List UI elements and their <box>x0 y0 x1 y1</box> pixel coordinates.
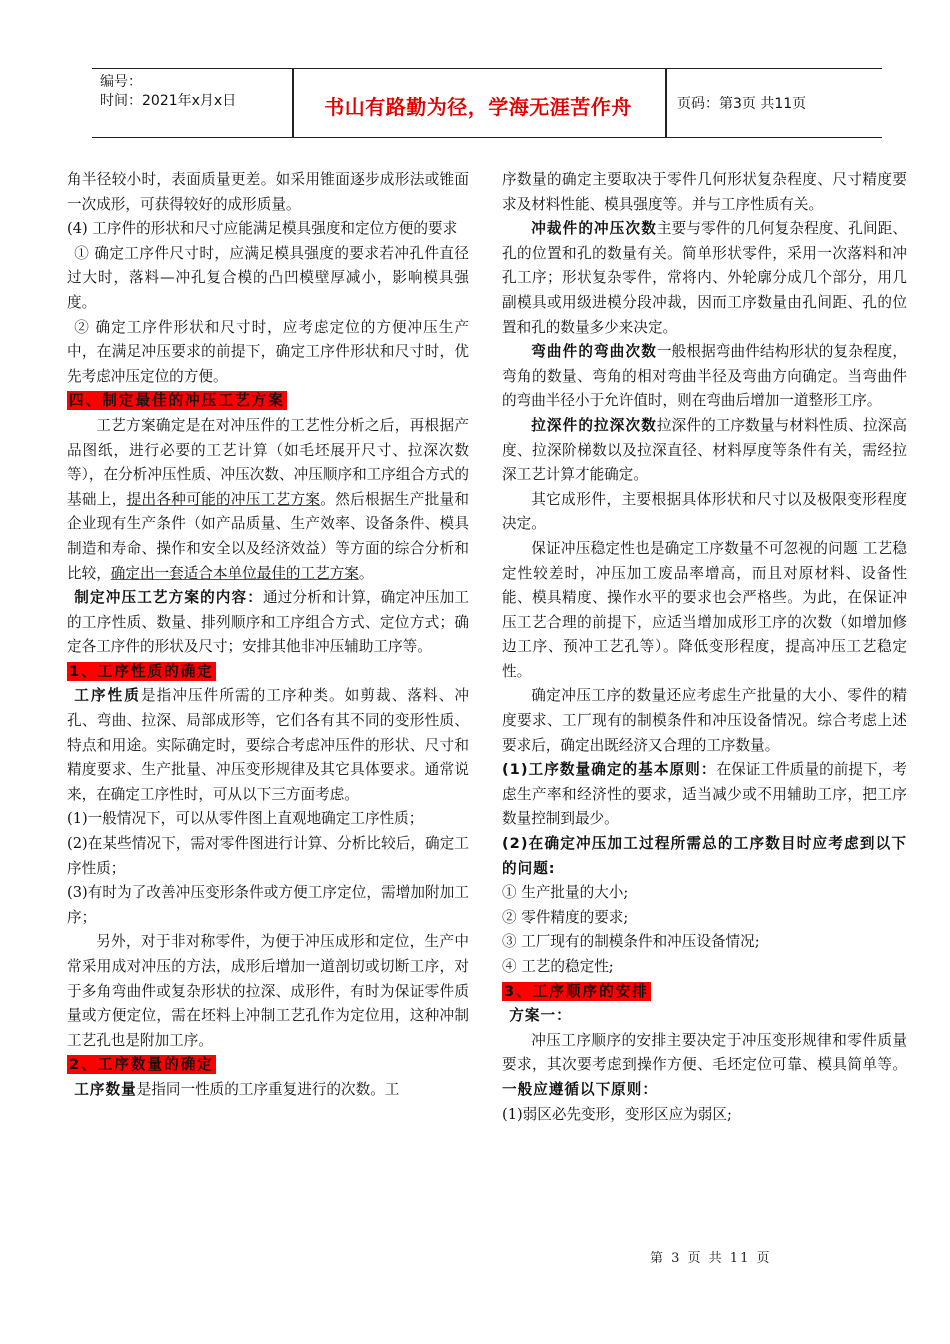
section-heading-3 <box>502 980 907 1005</box>
list-item: ④ 工艺的稳定性; <box>502 958 614 975</box>
bold-term: 工序性质 <box>74 687 141 705</box>
text: 通过分析和计算，确定冲压加工的工序性质、数量、排列顺序和工序组合方式、定位方式；确定各工序件的形状及尺寸；安排其他非冲压辅助工序等。 <box>67 589 469 656</box>
text: 主要与零件的几何复杂程度、孔间距、孔的位置和孔的数量有关。简单形状零件，采用一次落料和冲孔工序；形状复杂零件，常将内、外轮廓分成几个部分，用几副模具或用级进模分段冲裁，因而工序数量由孔间距、孔的位置和孔的数量多少来决定。 <box>502 220 907 336</box>
sub-heading: 方案一： <box>509 1007 572 1025</box>
paragraph <box>502 217 907 340</box>
left-column <box>67 168 469 1103</box>
header-time: 时间：2021年x月x日 <box>100 93 237 109</box>
heading-text: 2、工序数量的确定 <box>69 1056 214 1074</box>
list-item: ② 零件精度的要求; <box>502 908 629 926</box>
text: 。 <box>358 564 374 582</box>
heading-text: 四、制定最佳的冲压工艺方案 <box>69 392 285 410</box>
bold-term: 工序数量 <box>74 1080 137 1098</box>
underlined-text: 提出各种可能的冲压工艺方案 <box>126 490 321 508</box>
paragraph: 序数量的确定主要取决于零件几何形状复杂程度、尺寸精度要求及材料性能、模具强度等。并与工序性质有关。 <box>502 171 907 213</box>
underlined-text: 确定出一套适合本单位最佳的工艺方案 <box>110 564 359 582</box>
text: 。然后根据生产批量和企业现有生产条件（如产品质量、生产效率、设备条件、模具制造和寿命、操作和安全以及经济效益）等方面的综合分析和比较， <box>67 490 469 582</box>
paragraph <box>67 684 469 807</box>
paragraph: 保证冲压稳定性也是确定工序数量不可忽视的问题 工艺稳定性较差时，冲压加工废品率增高，而且对原材料、设备性能、模具精度、操作水平的要求也会严格些。为此，在保证冲压工艺合理的前提下，应适当增加成形工序的次数（如增加修边工序、预冲工艺孔等）。降低变形程度，提高冲压工艺稳定性。 <box>502 539 907 680</box>
paragraph <box>502 758 907 832</box>
paragraph <box>67 414 469 586</box>
paragraph: (3)有时为了改善冲压变形条件或方便工序定位，需增加附加工序； <box>67 884 469 926</box>
section-heading-2 <box>67 1053 469 1078</box>
paragraph: (4) 工序件的形状和尺寸应能满足模具强度和定位方便的要求 <box>67 220 458 238</box>
bold-term: 拉深件的拉深次数 <box>531 416 657 434</box>
heading-text: 1、工序性质的确定 <box>69 662 214 680</box>
bold-term: 制定冲压工艺方案的内容： <box>74 589 263 607</box>
list-item: ① 生产批量的大小; <box>502 884 629 902</box>
bold-term: 冲裁件的冲压次数 <box>531 220 657 238</box>
paragraph: (2)在某些情况下，需对零件图进行计算、分析比较后，确定工序性质； <box>67 835 469 877</box>
paragraph: (1)一般情况下，可以从零件图上直观地确定工序性质； <box>67 810 424 828</box>
text: 是指同一性质的工序重复进行的次数。工 <box>136 1080 400 1098</box>
paragraph: 确定冲压工序的数量还应考虑生产批量的大小、零件的精度要求、工厂现有的制模条件和冲压设备情况。综合考虑上述要求后，确定出既经济又合理的工序数量。 <box>502 687 907 754</box>
bold-paragraph: (2)在确定冲压加工过程所需总的工序数目时应考虑到以下的问题: <box>502 835 907 877</box>
paragraph <box>502 1029 907 1103</box>
paragraph: ① 确定工序件尺寸时，应满足模具强度的要求若冲孔件直径过大时，落料—冲孔复合模的凸凹模壁厚减小，影响模具强度。 <box>67 244 469 311</box>
paragraph <box>67 1078 469 1103</box>
bold-term: 一般应遵循以下原则： <box>502 1080 658 1098</box>
page-header <box>92 68 882 138</box>
header-motto: 书山有路勤为径，学海无涯苦作舟 <box>324 95 632 119</box>
paragraph <box>502 340 907 414</box>
header-page-code: 页码：第3页 共11页 <box>677 96 807 112</box>
paragraph <box>502 414 907 488</box>
page-footer: 第 3 页 共 11 页 <box>650 1251 772 1266</box>
text: 冲压工序顺序的安排主要决定于冲压变形规律和零件质量要求，其次要考虑到操作方便、毛坯定位可靠、模具简单等。 <box>502 1031 907 1074</box>
paragraph: 角半径较小时，表面质量更差。如采用锥面逐步成形法或锥面一次成形，可获得较好的成形质量。 <box>67 171 469 213</box>
paragraph: (1)弱区必先变形，变形区应为弱区; <box>502 1105 732 1123</box>
header-number-label: 编号： <box>100 74 142 90</box>
list-item: ③ 工厂现有的制模条件和冲压设备情况; <box>502 933 760 951</box>
paragraph: ② 确定工序件形状和尺寸时，应考虑定位的方便冲压生产中，在满足冲压要求的前提下，确定工序件形状和尺寸时，优先考虑冲压定位的方便。 <box>67 318 469 385</box>
paragraph <box>67 586 469 660</box>
heading-text: 3、工序顺序的安排 <box>504 982 649 1000</box>
paragraph: 另外，对于非对称零件，为便于冲压成形和定位，生产中常采用成对冲压的方法，成形后增加一道剖切或切断工序，对于多角弯曲件或复杂形状的拉深、成形件，有时为保证零件质量或方便定位，需在坯料上冲制工艺孔作为定位用，这种冲制工艺孔也是附加工序。 <box>67 933 469 1049</box>
paragraph: 其它成形件，主要根据具体形状和尺寸以及极限变形程度决定。 <box>502 490 907 533</box>
bold-term: (1)工序数量确定的基本原则： <box>502 761 717 779</box>
text: 在保证工件质量的前提下，考虑生产率和经济性的要求，适当减少或不用辅助工序，把工序数量控制到最少。 <box>502 761 907 828</box>
text: 拉深件的工序数量与材料性质、拉深高度、拉深阶梯数以及拉深直径、材料厚度等条件有关，需经拉深工艺计算才能确定。 <box>502 416 907 484</box>
text: 一般根据弯曲件结构形状的复杂程度，弯角的数量、弯角的相对弯曲半径及弯曲方向确定。当弯曲件的弯曲半径小于允许值时，则在弯曲后增加一道整形工序。 <box>502 343 907 410</box>
section-heading-1 <box>67 660 469 685</box>
section-heading-4 <box>67 389 469 414</box>
bold-term: 弯曲件的弯曲次数 <box>531 343 657 361</box>
header-meta <box>100 73 236 111</box>
text: 工艺方案确定是在对冲压件的工艺性分析之后，再根据产品图纸，进行必要的工艺计算（如毛坯展开尺寸、拉深次数等），在分析冲压性质、冲压次数、冲压顺序和工序组合方式的基础上， <box>67 416 469 508</box>
header-divider-2 <box>665 69 667 137</box>
text: 是指冲压件所需的工序种类。如剪裁、落料、冲孔、弯曲、拉深、局部成形等，它们各有其不同的变形性质、特点和用途。实际确定时，要综合考虑冲压件的形状、尺寸和精度要求、生产批量、冲压变形规律及其它具体要求。通常说来，在确定工序性时，可从以下三方面考虑。 <box>67 687 469 803</box>
right-column <box>502 168 907 1127</box>
